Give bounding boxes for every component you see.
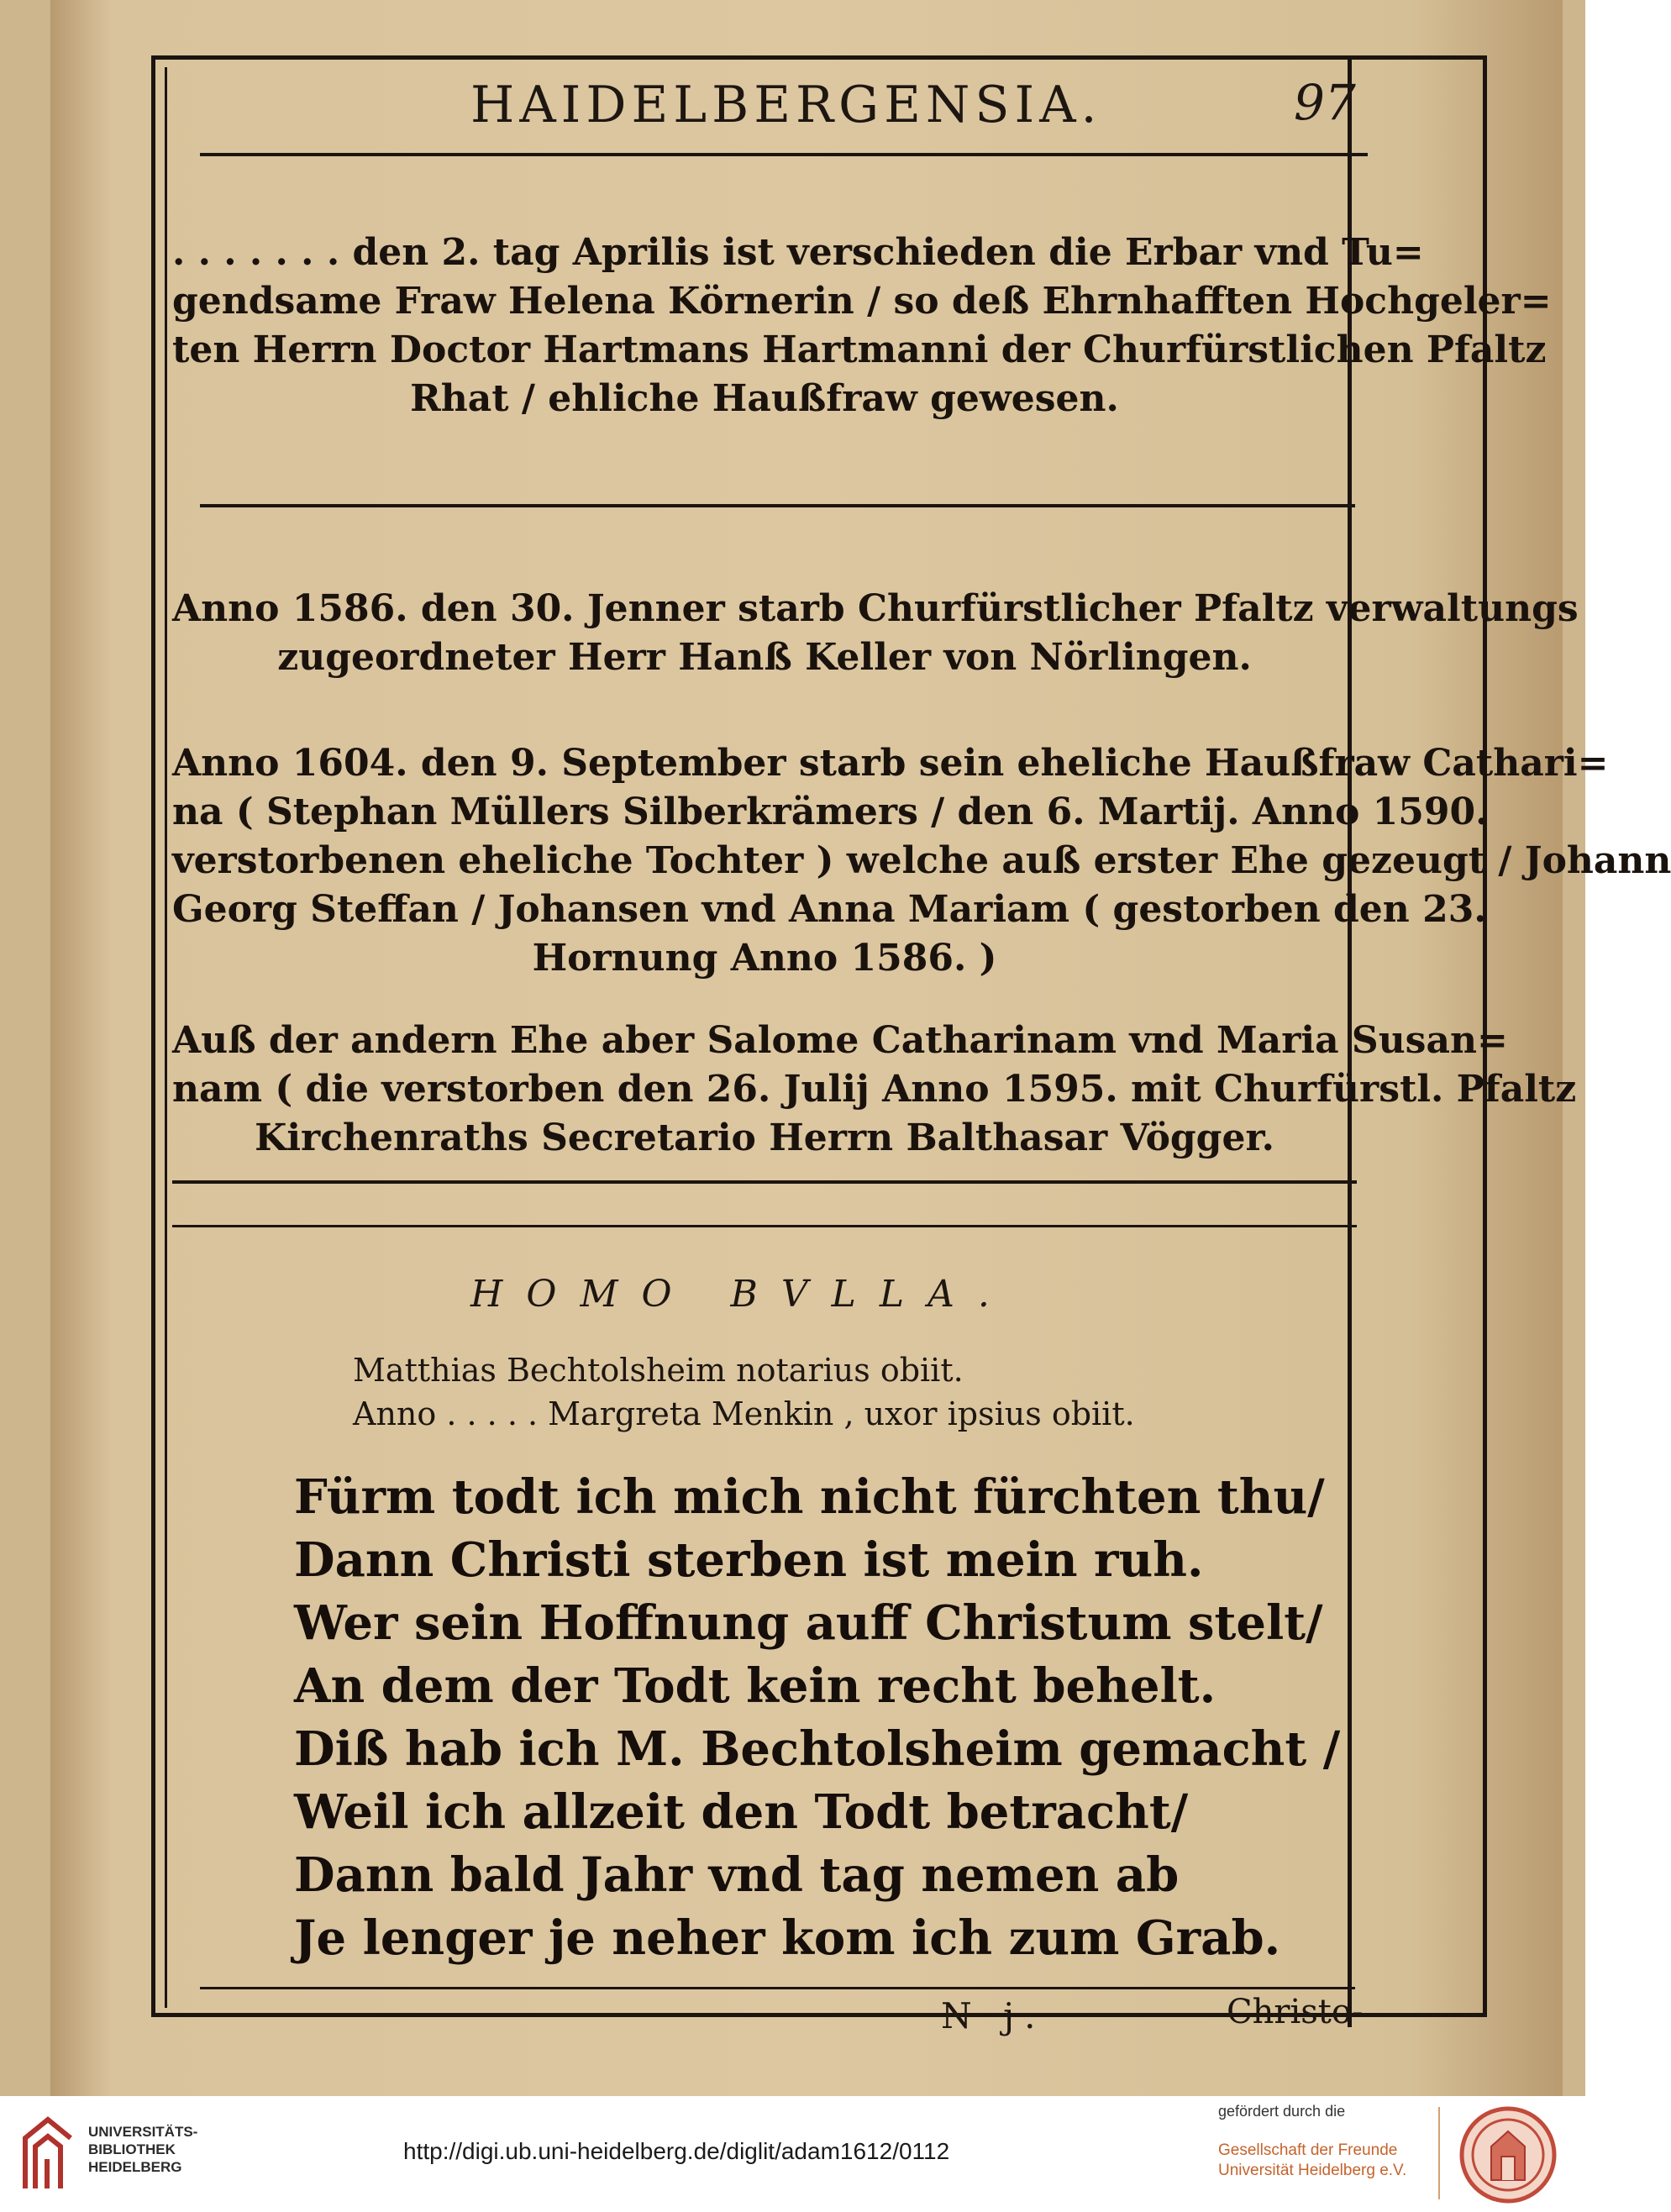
entry-koernerin bbox=[172, 229, 1552, 423]
text-line: verstorbenen eheliche Tochter ) welche auß erster Ehe gezeugt / Johann bbox=[172, 839, 1671, 882]
text-line: gendsame Fraw Helena Körnerin / so deß Ehrnhafften Hochgeler= bbox=[172, 280, 1552, 323]
verse-line: Wer sein Hoffnung auff Christum stelt/ bbox=[294, 1595, 1323, 1651]
page-border-inner-left bbox=[165, 67, 167, 2008]
verse-line: Fürm todt ich mich nicht fürchten thu/ bbox=[294, 1469, 1325, 1525]
latin-line: Matthias Bechtolsheim notarius obiit. bbox=[353, 1352, 964, 1389]
section-rule bbox=[172, 1180, 1357, 1184]
verse-line: Dann bald Jahr vnd tag nemen ab bbox=[294, 1847, 1180, 1903]
section-rule bbox=[200, 504, 1355, 507]
library-name-line: BIBLIOTHEK bbox=[88, 2141, 176, 2157]
university-seal-icon bbox=[1458, 2104, 1558, 2205]
sponsor-divider bbox=[1438, 2107, 1440, 2199]
library-name bbox=[88, 2123, 223, 2176]
page-number: 97 bbox=[1294, 74, 1356, 131]
verse-line: Je lenger je neher kom ich zum Grab. bbox=[294, 1910, 1281, 1966]
library-name-line: HEIDELBERG bbox=[88, 2159, 182, 2175]
text-line: . . . . . . . den 2. tag Aprilis ist verschieden die Erbar vnd Tu= bbox=[172, 231, 1424, 274]
entry-salome bbox=[172, 1017, 1577, 1163]
sponsor-name-line: Universität Heidelberg e.V. bbox=[1218, 2162, 1407, 2179]
text-line: Georg Steffan / Johansen vnd Anna Mariam ( gestorben den 23. bbox=[172, 888, 1487, 931]
text-line: na ( Stephan Müllers Silberkrämers / den 6. Martij. Anno 1590. bbox=[172, 791, 1489, 833]
library-logo-icon bbox=[18, 2113, 77, 2193]
catchword: Christo- bbox=[1227, 1993, 1364, 2031]
text-line: Anno 1586. den 30. Jenner starb Churfürstlicher Pfaltz verwaltungs bbox=[172, 587, 1579, 630]
running-head: HAIDELBERGENSIA. bbox=[470, 76, 1102, 134]
text-line: ten Herrn Doctor Hartmans Hartmanni der Churfürstlichen Pfaltz bbox=[172, 328, 1547, 371]
entry-catharina bbox=[172, 739, 1671, 983]
library-name-line: UNIVERSITÄTS- bbox=[88, 2124, 198, 2140]
verse-line: Dann Christi sterben ist mein ruh. bbox=[294, 1532, 1204, 1588]
text-line: Anno 1604. den 9. September starb sein eheliche Haußfraw Cathari= bbox=[172, 742, 1609, 785]
permalink-url[interactable]: http://digi.ub.uni-heidelberg.de/diglit/adam1612/0112 bbox=[403, 2138, 950, 2164]
section-rule-thin bbox=[172, 1225, 1357, 1227]
text-line: Hornung Anno 1586. ) bbox=[532, 937, 997, 980]
verse-line: Weil ich allzeit den Todt betracht/ bbox=[294, 1784, 1189, 1840]
text-line: zugeordneter Herr Hanß Keller von Nörlingen. bbox=[277, 636, 1252, 679]
header-rule bbox=[200, 153, 1368, 156]
text-line: Kirchenraths Secretario Herrn Balthasar Vögger. bbox=[255, 1117, 1274, 1159]
text-line: Auß der andern Ehe aber Salome Catharinam vnd Maria Susan= bbox=[172, 1019, 1508, 1062]
entry-keller bbox=[172, 585, 1579, 682]
epitaph-verse bbox=[294, 1466, 1341, 1970]
verse-line: Diß hab ich M. Bechtolsheim gemacht / bbox=[294, 1721, 1341, 1777]
signature-mark: N j. bbox=[941, 1995, 1046, 2036]
sponsor-name bbox=[1218, 2141, 1420, 2181]
verse-line: An dem der Todt kein recht behelt. bbox=[294, 1658, 1216, 1714]
text-line: nam ( die verstorben den 26. Julij Anno 1595. mit Churfürstl. Pfaltz bbox=[172, 1068, 1577, 1111]
sponsor-label: gefördert durch die bbox=[1218, 2103, 1346, 2120]
sponsor-name-line: Gesellschaft der Freunde bbox=[1218, 2141, 1398, 2159]
epitaph-title: HOMO BVLLA. bbox=[470, 1273, 1013, 1316]
footer-rule bbox=[200, 1987, 1355, 1989]
latin-line: Anno . . . . . Margreta Menkin , uxor ipsius obiit. bbox=[353, 1395, 1135, 1432]
text-line: Rhat / ehliche Haußfraw gewesen. bbox=[410, 377, 1119, 420]
